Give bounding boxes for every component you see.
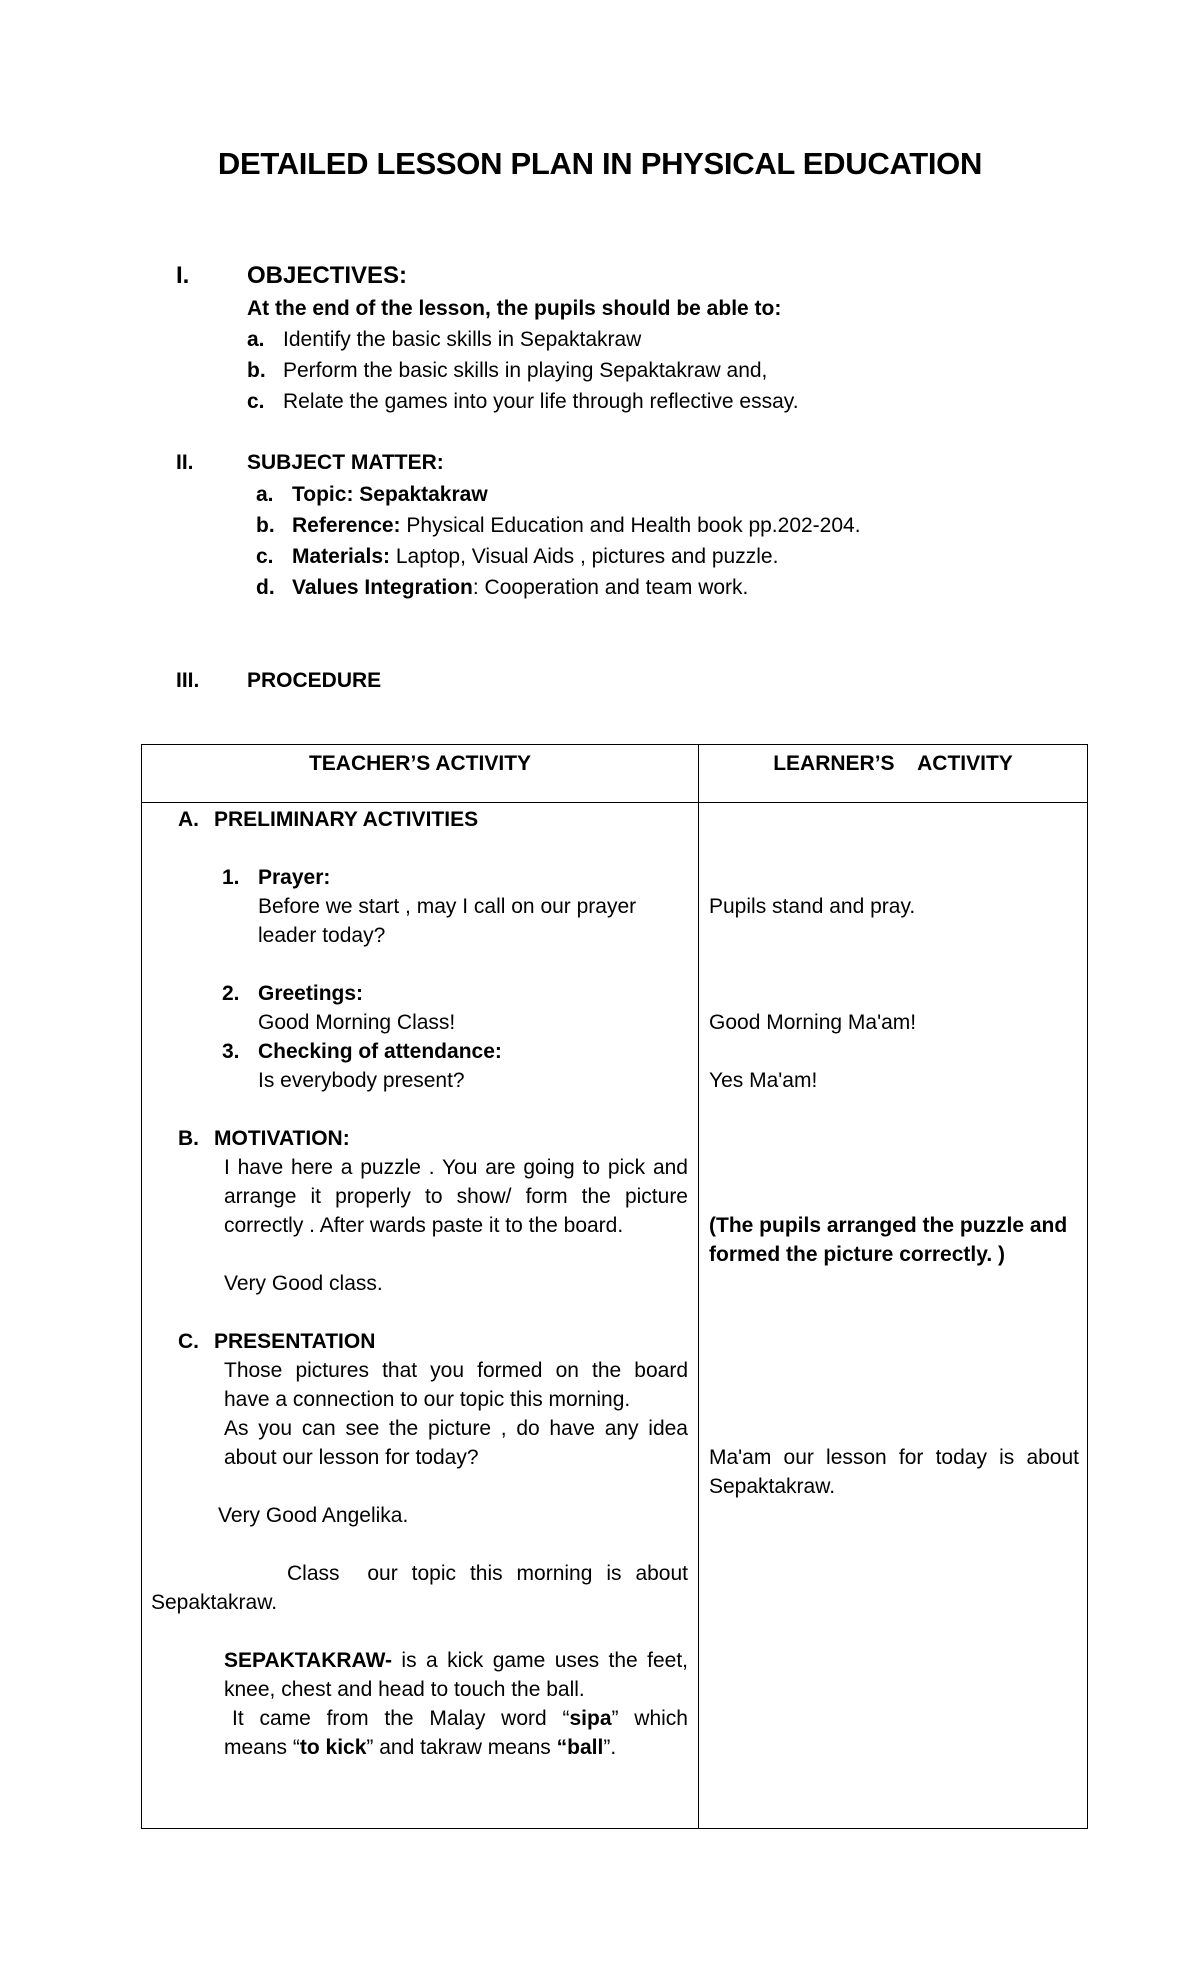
topic-statement: Sepaktakraw.: [151, 1591, 278, 1614]
procedure-table: [141, 744, 1088, 1829]
subject-item: [256, 511, 861, 540]
list-marker: a.: [256, 483, 274, 506]
presentation-text: about our lesson for today?: [224, 1446, 479, 1469]
objective-item: [247, 356, 767, 385]
definition-text: SEPAKTAKRAW- is a kick game uses the feet,: [224, 1649, 688, 1672]
table-column-divider: [698, 745, 699, 1828]
motivation-marker: B.: [178, 1127, 199, 1150]
presentation-text: have a connection to our topic this morning.: [224, 1388, 631, 1411]
objective-text: Relate the games into your life through reflective essay.: [283, 390, 799, 413]
subject-label: Values Integration: [292, 576, 473, 599]
motivation-praise: Very Good class.: [224, 1272, 383, 1295]
learner-motivation-response: formed the picture correctly. ): [709, 1243, 1006, 1266]
motivation-text: correctly . After wards paste it to the board.: [224, 1214, 624, 1237]
list-marker: d.: [256, 576, 275, 599]
learner-motivation-response: (The pupils arranged the puzzle and: [709, 1214, 1068, 1237]
prayer-label: Prayer:: [258, 866, 331, 889]
learner-greeting-response: Good Morning Ma'am!: [709, 1011, 917, 1034]
prayer-text: Before we start , may I call on our prayer: [258, 895, 637, 918]
presentation-marker: C.: [178, 1330, 199, 1353]
section-number-objectives: I.: [176, 262, 190, 289]
subject-label: Reference:: [292, 514, 401, 537]
attendance-number: 3.: [222, 1040, 240, 1063]
motivation-text: arrange it properly to show/ form the picture: [224, 1185, 688, 1208]
preliminary-marker: A.: [178, 808, 199, 831]
list-marker: c.: [256, 545, 274, 568]
definition-term: SEPAKTAKRAW-: [224, 1649, 392, 1672]
attendance-label: Checking of attendance:: [258, 1040, 502, 1063]
motivation-text: I have here a puzzle . You are going to pick and: [224, 1156, 688, 1179]
section-heading-subject: SUBJECT MATTER:: [247, 451, 444, 474]
objectives-intro: At the end of the lesson, the pupils should be able to:: [247, 297, 782, 320]
presentation-text: Those pictures that you formed on the board: [224, 1359, 688, 1382]
attendance-text: Is everybody present?: [258, 1069, 465, 1092]
preliminary-heading: PRELIMINARY ACTIVITIES: [214, 808, 479, 831]
subject-item: [256, 480, 488, 509]
page-title: DETAILED LESSON PLAN IN PHYSICAL EDUCATION: [217, 146, 983, 181]
prayer-text: leader today?: [258, 924, 386, 947]
subject-label: Topic: Sepaktakraw: [292, 483, 488, 506]
greetings-number: 2.: [222, 982, 240, 1005]
table-header-divider: [142, 802, 1087, 803]
learner-attendance-response: Yes Ma'am!: [709, 1069, 818, 1092]
presentation-praise: Very Good Angelika.: [218, 1504, 409, 1527]
objective-item: [247, 325, 641, 354]
presentation-heading: PRESENTATION: [214, 1330, 376, 1353]
motivation-heading: MOTIVATION:: [214, 1127, 350, 1150]
list-marker: c.: [247, 390, 265, 413]
learner-activity-header: LEARNER’S ACTIVITY: [773, 752, 1013, 775]
prayer-number: 1.: [222, 866, 240, 889]
section-heading-objectives: OBJECTIVES:: [247, 262, 408, 289]
subject-item: [256, 573, 748, 602]
objective-text: Perform the basic skills in playing Sepaktakraw and,: [283, 359, 768, 382]
presentation-text: As you can see the picture , do have any idea: [224, 1417, 688, 1440]
definition-text: knee, chest and head to touch the ball.: [224, 1678, 585, 1701]
section-number-procedure: III.: [176, 669, 200, 692]
greetings-text: Good Morning Class!: [258, 1011, 456, 1034]
objective-text: Identify the basic skills in Sepaktakraw: [283, 328, 642, 351]
objective-item: [247, 387, 799, 416]
subject-text: : Cooperation and team work.: [472, 576, 749, 599]
list-marker: b.: [256, 514, 275, 537]
subject-text: Laptop, Visual Aids , pictures and puzzle.: [390, 545, 779, 568]
subject-label: Materials:: [292, 545, 391, 568]
topic-statement: Class our topic this morning is about: [287, 1562, 688, 1585]
list-marker: a.: [247, 328, 265, 351]
greetings-label: Greetings:: [258, 982, 364, 1005]
learner-prayer-response: Pupils stand and pray.: [709, 895, 916, 918]
learner-presentation-response: Ma'am our lesson for today is about: [709, 1446, 1079, 1469]
origin-text: means “to kick” and takraw means “ball”.: [224, 1736, 617, 1759]
learner-presentation-response: Sepaktakraw.: [709, 1475, 836, 1498]
subject-item: [256, 542, 778, 571]
list-marker: b.: [247, 359, 266, 382]
section-number-subject: II.: [176, 451, 194, 474]
subject-text: Physical Education and Health book pp.202-204.: [400, 514, 861, 537]
section-heading-procedure: PROCEDURE: [247, 669, 382, 692]
teacher-activity-header: TEACHER’S ACTIVITY: [308, 752, 532, 775]
origin-text: It came from the Malay word “sipa” which: [232, 1707, 688, 1730]
